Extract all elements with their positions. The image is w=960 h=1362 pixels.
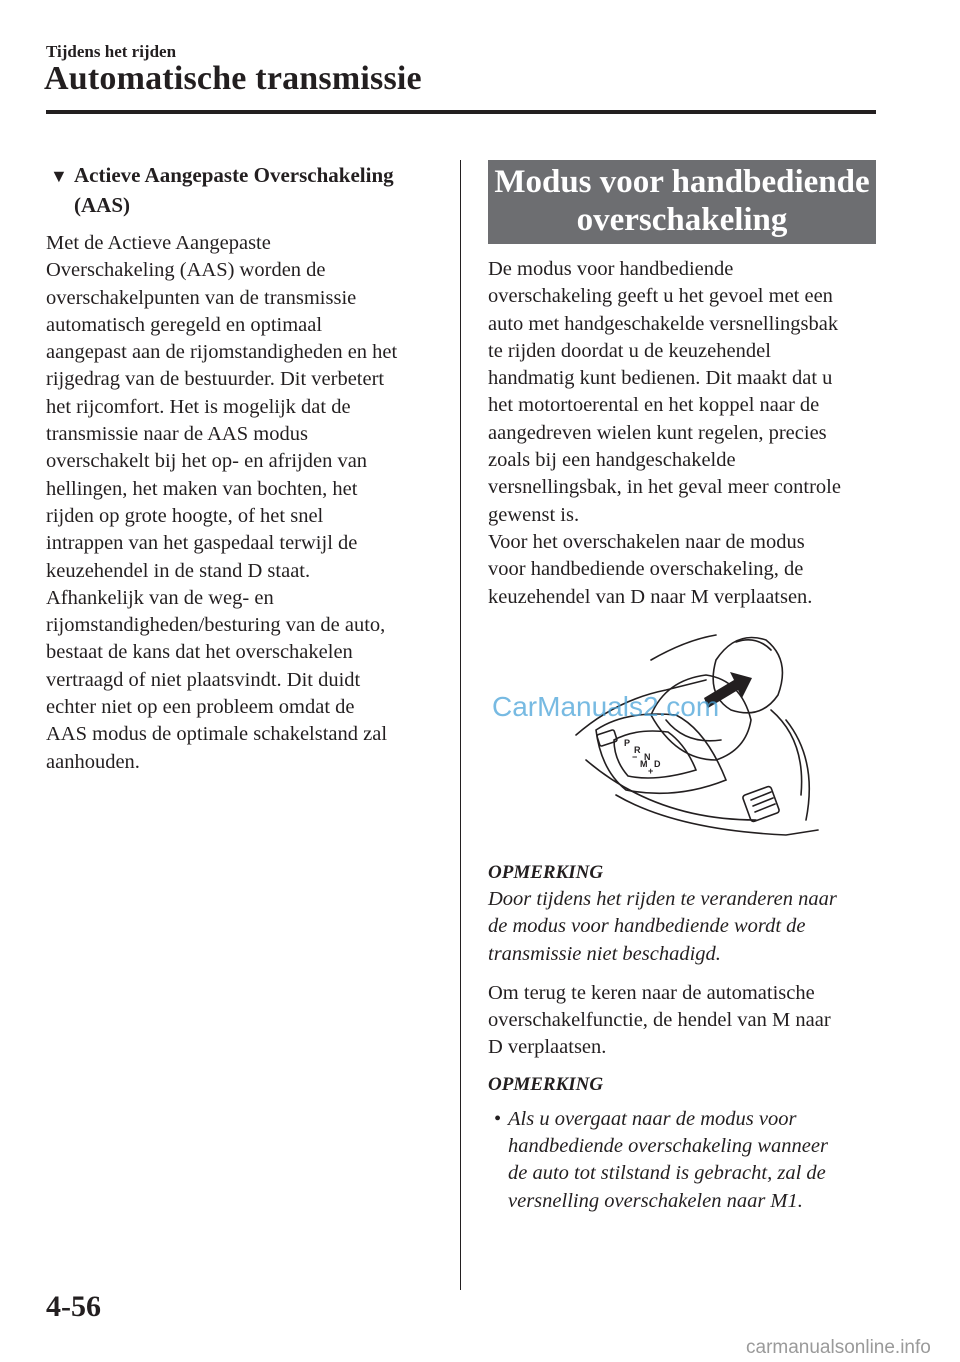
note-heading: OPMERKING [488, 1073, 604, 1095]
subheading-line: (AAS) [74, 193, 130, 217]
text-line: Overschakeling (AAS) worden de [46, 259, 326, 282]
header-rule [46, 110, 876, 114]
text-line: overschakeling geeft u het gevoel met een [488, 285, 833, 308]
note-text [488, 886, 880, 968]
text-line: gewenst is. [488, 503, 580, 526]
text-line: keuzehendel in de stand D staat. [46, 559, 311, 582]
text-line: het motortoerental en het koppel naar de [488, 394, 820, 417]
text-line: bestaat de kans dat het overschakelen [46, 641, 353, 664]
text-line: aangedreven wielen kunt regelen, precies [488, 421, 827, 444]
aas-paragraph [46, 230, 441, 776]
text-line: de modus voor handbediende wordt de [488, 915, 806, 938]
text-line: te rijden doordat u de keuzehendel [488, 339, 771, 362]
right-column [488, 160, 880, 611]
text-line: Door tijdens het rijden te veranderen naar [488, 888, 837, 910]
text-line: handbediende overschakeling wanneer [508, 1135, 828, 1158]
site-watermark: carmanualsonline.info [746, 1337, 931, 1358]
text-line: echter niet op een probleem omdat de [46, 696, 355, 719]
notes-block [488, 862, 880, 1215]
column-divider [460, 160, 461, 1290]
bullet-dot-icon: • [494, 1107, 502, 1130]
gate-label-d: D [654, 759, 661, 769]
gate-label-plus: + [648, 766, 654, 776]
text-line: handmatig kunt bedienen. Dit maakt dat u [488, 367, 833, 390]
note-bullet [488, 1106, 880, 1215]
subheading-line: Actieve Aangepaste Overschakeling [74, 163, 394, 187]
text-line: De modus voor handbediende [488, 258, 734, 280]
intro-paragraph [488, 256, 880, 611]
text-line: intrappen van het gaspedaal terwijl de [46, 532, 358, 555]
section-banner [488, 160, 876, 244]
note-heading: OPMERKING [488, 862, 604, 883]
text-line: hellingen, het maken van bochten, het [46, 477, 358, 500]
subheading-aas [46, 160, 441, 220]
triangle-bullet-icon: ▼ [50, 166, 68, 186]
text-line: overschakelfunctie, de hendel van M naar [488, 1009, 831, 1032]
text-line: keuzehendel van D naar M verplaatsen. [488, 585, 813, 608]
text-line: Met de Actieve Aangepaste [46, 232, 271, 254]
page-title: Automatische transmissie [44, 60, 422, 97]
text-line: rijomstandigheden/besturing van de auto, [46, 614, 386, 637]
text-line: D verplaatsen. [488, 1036, 607, 1059]
gate-label-r: R [634, 745, 641, 755]
text-line: Afhankelijk van de weg- en [46, 586, 274, 609]
text-line: overschakelt bij het op- en afrijden van [46, 450, 368, 473]
gate-label-n: N [644, 752, 651, 762]
return-paragraph [488, 980, 880, 1062]
text-line: het rijcomfort. Het is mogelijk dat de [46, 395, 351, 418]
gear-selector-illustration [492, 620, 818, 850]
text-line: versnellingsbak, in het geval meer controle [488, 476, 841, 499]
text-line: transmissie niet beschadigd. [488, 942, 721, 965]
text-line: automatisch geregeld en optimaal [46, 313, 323, 336]
text-line: de auto tot stilstand is gebracht, zal de [508, 1162, 826, 1185]
banner-line: Modus voor handbediende [494, 164, 870, 200]
text-line: Om terug te keren naar de automatische [488, 981, 815, 1004]
page-number: 4-56 [46, 1290, 101, 1323]
text-line: rijgedrag van de bestuurder. Dit verbetert [46, 368, 385, 391]
gate-label-minus: − [632, 752, 638, 762]
left-column [46, 160, 441, 776]
text-line: aangepast aan de rijomstandigheden en het [46, 341, 398, 364]
text-line: AAS modus de optimale schakelstand zal [46, 723, 388, 746]
text-line: vertraagd of niet plaatsvindt. Dit duidt [46, 668, 361, 691]
text-line: transmissie naar de AAS modus [46, 423, 308, 446]
banner-line: overschakeling [576, 202, 788, 238]
section-label: Tijdens het rijden [46, 42, 177, 61]
text-line: overschakelpunten van de transmissie [46, 286, 357, 309]
figure-watermark: CarManuals2.com [492, 691, 720, 722]
text-line: Als u overgaat naar de modus voor [508, 1107, 797, 1130]
text-line: voor handbediende overschakeling, de [488, 558, 804, 581]
text-line: rijden op grote hoogte, of het snel [46, 504, 324, 527]
text-line: auto met handgeschakelde versnellingsbak [488, 312, 839, 335]
text-line: versnelling overschakelen naar M1. [508, 1189, 803, 1212]
gate-label-m: M [640, 759, 648, 769]
gate-label-p: P [624, 738, 631, 748]
text-line: Voor het overschakelen naar de modus [488, 530, 805, 553]
text-line: zoals bij een handgeschakelde [488, 449, 736, 472]
text-line: aanhouden. [46, 750, 140, 773]
